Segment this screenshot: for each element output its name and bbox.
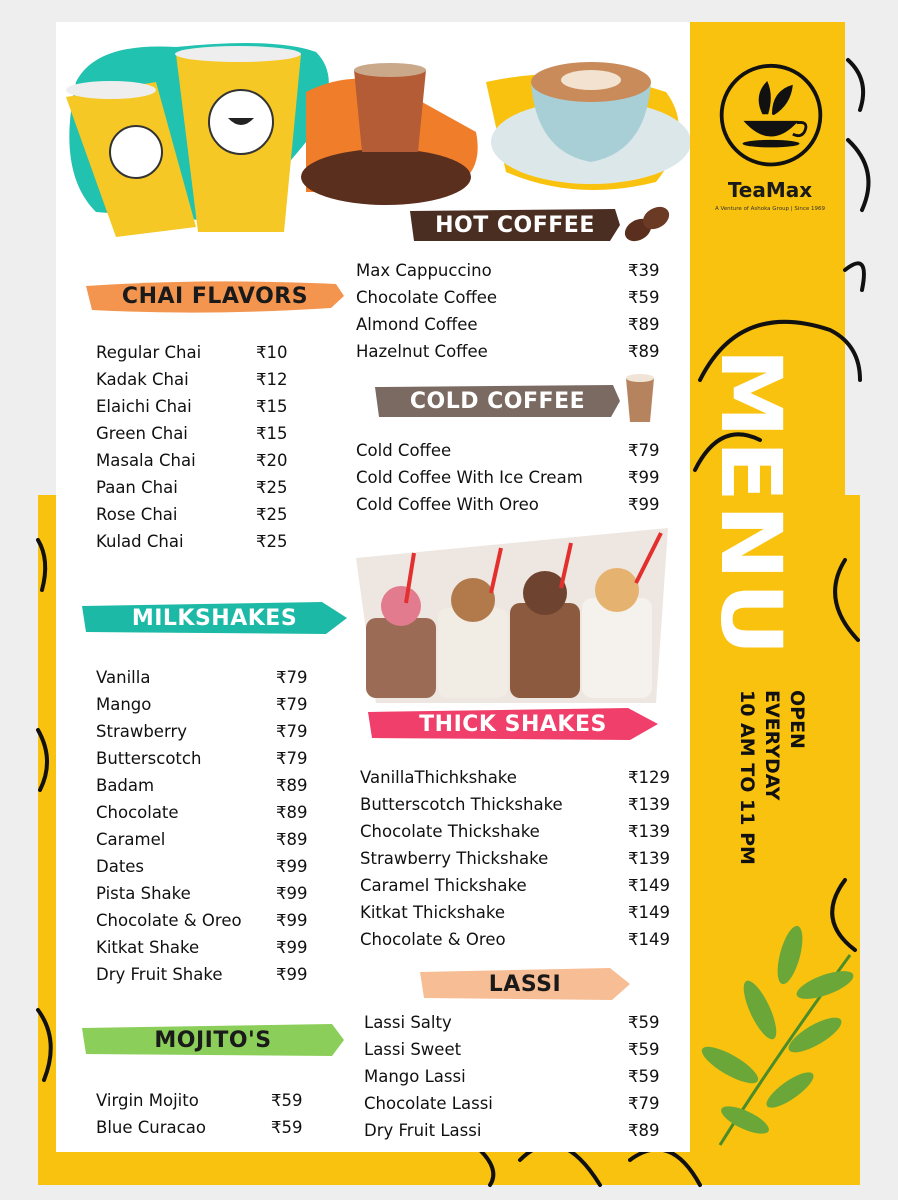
menu-item-price: ₹99	[276, 884, 308, 903]
hot-coffee-heading: HOT COFFEE	[410, 207, 620, 243]
menu-item-name: Rose Chai	[96, 505, 178, 524]
menu-item-name: Caramel	[96, 830, 166, 849]
menu-item-price: ₹99	[276, 857, 308, 876]
menu-item-name: Dry Fruit Lassi	[364, 1121, 482, 1140]
menu-item-price: ₹149	[628, 930, 670, 949]
lassi-heading: LASSI	[420, 966, 630, 1002]
menu-item-name: Kulad Chai	[96, 532, 184, 551]
menu-item-name: Green Chai	[96, 424, 188, 443]
menu-item-price: ₹79	[276, 695, 308, 714]
milkshake-photo	[356, 528, 668, 703]
menu-item-price: ₹139	[628, 849, 670, 868]
menu-item-name: Paan Chai	[96, 478, 178, 497]
menu-item-name: Cold Coffee With Ice Cream	[356, 468, 583, 487]
opening-hours	[715, 690, 825, 890]
menu-item-price: ₹15	[256, 397, 288, 416]
menu-item-name: Kitkat Thickshake	[360, 903, 505, 922]
menu-item-price: ₹59	[628, 1040, 660, 1059]
menu-item-name: VanillaThichkshake	[360, 768, 517, 787]
open-line-1: OPEN	[786, 690, 808, 749]
menu-item-price: ₹25	[256, 478, 288, 497]
menu-item-name: Chocolate Thickshake	[360, 822, 540, 841]
menu-item-name: Mango Lassi	[364, 1067, 466, 1086]
menu-item-price: ₹79	[276, 749, 308, 768]
menu-item-name: Cold Coffee	[356, 441, 452, 460]
teamax-logo-icon	[712, 62, 830, 174]
open-line-3: 10 AM TO 11 PM	[736, 690, 758, 865]
menu-item-price: ₹59	[628, 288, 660, 307]
menu-item-name: Vanilla	[96, 668, 151, 687]
menu-item-price: ₹20	[256, 451, 288, 470]
menu-item-name: Strawberry Thickshake	[360, 849, 549, 868]
menu-item-price: ₹99	[276, 911, 308, 930]
menu-item-price: ₹59	[271, 1118, 303, 1137]
menu-item-price: ₹79	[628, 1094, 660, 1113]
menu-item-name: Masala Chai	[96, 451, 196, 470]
menu-item-name: Kadak Chai	[96, 370, 189, 389]
menu-item-name: Strawberry	[96, 722, 187, 741]
iced-coffee-glass-icon	[622, 372, 658, 424]
chai-heading: CHAI FLAVORS	[86, 278, 344, 314]
menu-item-name: Badam	[96, 776, 155, 795]
tea-leaves-decoration	[680, 915, 860, 1155]
menu-item-price: ₹79	[628, 441, 660, 460]
milkshakes-heading: MILKSHAKES	[82, 600, 347, 636]
menu-item-price: ₹25	[256, 532, 288, 551]
menu-word: MENU	[702, 348, 800, 636]
menu-item-name: Mango	[96, 695, 152, 714]
menu-item-name: Elaichi Chai	[96, 397, 192, 416]
menu-item-price: ₹99	[628, 495, 660, 514]
menu-item-name: Butterscotch Thickshake	[360, 795, 563, 814]
menu-item-price: ₹89	[628, 315, 660, 334]
menu-item-name: Blue Curacao	[96, 1118, 206, 1137]
brand-name: TeaMax	[727, 178, 813, 202]
menu-item-price: ₹149	[628, 903, 670, 922]
menu-item-name: Virgin Mojito	[96, 1091, 199, 1110]
menu-item-price: ₹12	[256, 370, 288, 389]
cold-coffee-heading: COLD COFFEE	[375, 383, 620, 419]
menu-item-price: ₹10	[256, 343, 288, 362]
coffee-beans-icon	[618, 200, 674, 248]
menu-item-price: ₹139	[628, 795, 670, 814]
menu-item-price: ₹79	[276, 668, 308, 687]
menu-item-name: Chocolate	[96, 803, 179, 822]
menu-item-name: Lassi Sweet	[364, 1040, 462, 1059]
menu-item-name: Lassi Salty	[364, 1013, 452, 1032]
menu-item-name: Cold Coffee With Oreo	[356, 495, 539, 514]
menu-item-price: ₹99	[276, 938, 308, 957]
menu-item-price: ₹79	[276, 722, 308, 741]
menu-item-price: ₹89	[628, 1121, 660, 1140]
menu-item-name: Almond Coffee	[356, 315, 478, 334]
menu-item-price: ₹15	[256, 424, 288, 443]
menu-item-name: Butterscotch	[96, 749, 202, 768]
menu-item-name: Dry Fruit Shake	[96, 965, 223, 984]
menu-item-name: Caramel Thickshake	[360, 876, 527, 895]
menu-item-price: ₹39	[628, 261, 660, 280]
menu-item-name: Kitkat Shake	[96, 938, 200, 957]
thick-shakes-heading: THICK SHAKES	[368, 706, 658, 742]
menu-item-name: Max Cappuccino	[356, 261, 492, 280]
menu-item-price: ₹89	[276, 830, 308, 849]
menu-item-price: ₹129	[628, 768, 670, 787]
brand-tagline: A Venture of Ashoka Group | Since 1969	[714, 206, 826, 212]
menu-vertical-title	[700, 340, 830, 670]
menu-item-name: Dates	[96, 857, 145, 876]
menu-item-name: Hazelnut Coffee	[356, 342, 488, 361]
menu-item-price: ₹59	[628, 1013, 660, 1032]
menu-item-price: ₹25	[256, 505, 288, 524]
menu-item-name: Pista Shake	[96, 884, 191, 903]
menu-item-price: ₹89	[628, 342, 660, 361]
menu-item-price: ₹89	[276, 803, 308, 822]
menu-item-price: ₹99	[628, 468, 660, 487]
menu-item-price: ₹149	[628, 876, 670, 895]
menu-item-price: ₹99	[276, 965, 308, 984]
menu-item-price: ₹59	[628, 1067, 660, 1086]
menu-item-name: Chocolate & Oreo	[96, 911, 242, 930]
menu-item-price: ₹59	[271, 1091, 303, 1110]
menu-item-name: Chocolate Lassi	[364, 1094, 493, 1113]
menu-item-name: Chocolate & Oreo	[360, 930, 506, 949]
menu-item-price: ₹139	[628, 822, 670, 841]
menu-item-name: Regular Chai	[96, 343, 202, 362]
menu-item-name: Chocolate Coffee	[356, 288, 498, 307]
menu-item-price: ₹89	[276, 776, 308, 795]
mojitos-heading: MOJITO'S	[82, 1022, 344, 1058]
open-line-2: EVERYDAY	[761, 690, 783, 801]
